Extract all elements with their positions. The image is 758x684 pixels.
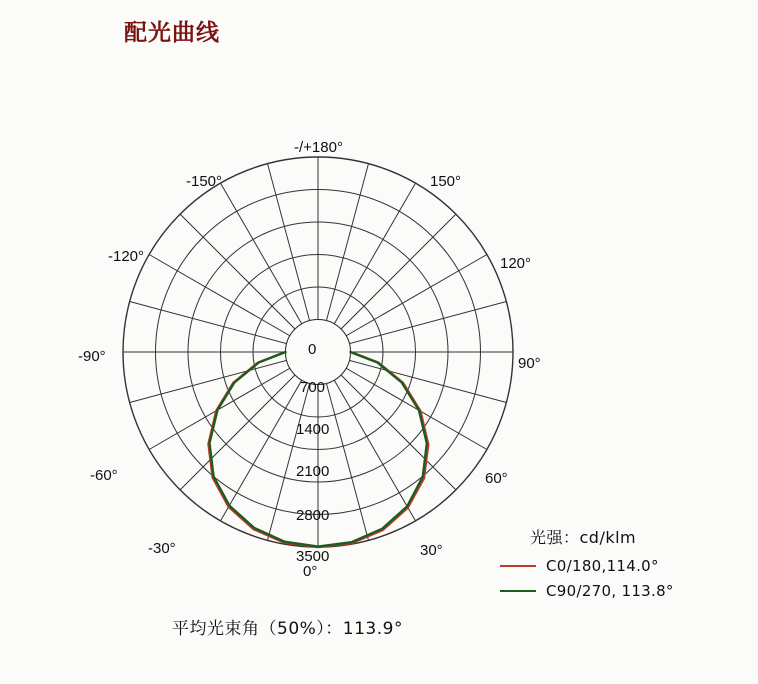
legend-label-c90: C90/270, 113.8° [546, 582, 674, 600]
legend-title: 光强：cd/klm [530, 528, 637, 547]
angle-label-neg90: -90° [78, 348, 106, 365]
radial-label-1400: 1400 [296, 421, 330, 438]
radial-label-3500: 3500 [296, 548, 330, 565]
angle-label-150: 150° [430, 173, 462, 190]
page-title: 配光曲线 [124, 20, 220, 46]
legend [500, 525, 750, 607]
angle-label-neg120: -120° [108, 248, 145, 265]
angle-label-90: 90° [518, 355, 541, 372]
polar-grid [123, 157, 513, 547]
legend-swatch-c90 [500, 590, 536, 592]
angle-label-neg150: -150° [186, 173, 223, 190]
radial-label-2800: 2800 [296, 507, 330, 524]
polar-plot [78, 139, 541, 580]
angle-label-0: 0° [303, 563, 318, 580]
angle-label-180: -/+180° [294, 139, 343, 156]
angle-label-neg60: -60° [90, 467, 118, 484]
radial-label-700: 700 [300, 379, 326, 396]
radial-label-2100: 2100 [296, 463, 330, 480]
legend-item-c90 [500, 582, 750, 600]
angle-label-neg30: -30° [148, 540, 176, 557]
beam-angle-note: 平均光束角（50%）：113.9° [172, 619, 403, 639]
legend-item-c0 [500, 557, 750, 575]
legend-swatch-c0 [500, 565, 536, 567]
radial-label-0: 0 [308, 341, 317, 358]
angle-label-30: 30° [420, 542, 443, 559]
legend-label-c0: C0/180,114.0° [546, 557, 659, 575]
angle-label-120: 120° [500, 255, 532, 272]
angle-label-60: 60° [485, 470, 508, 487]
